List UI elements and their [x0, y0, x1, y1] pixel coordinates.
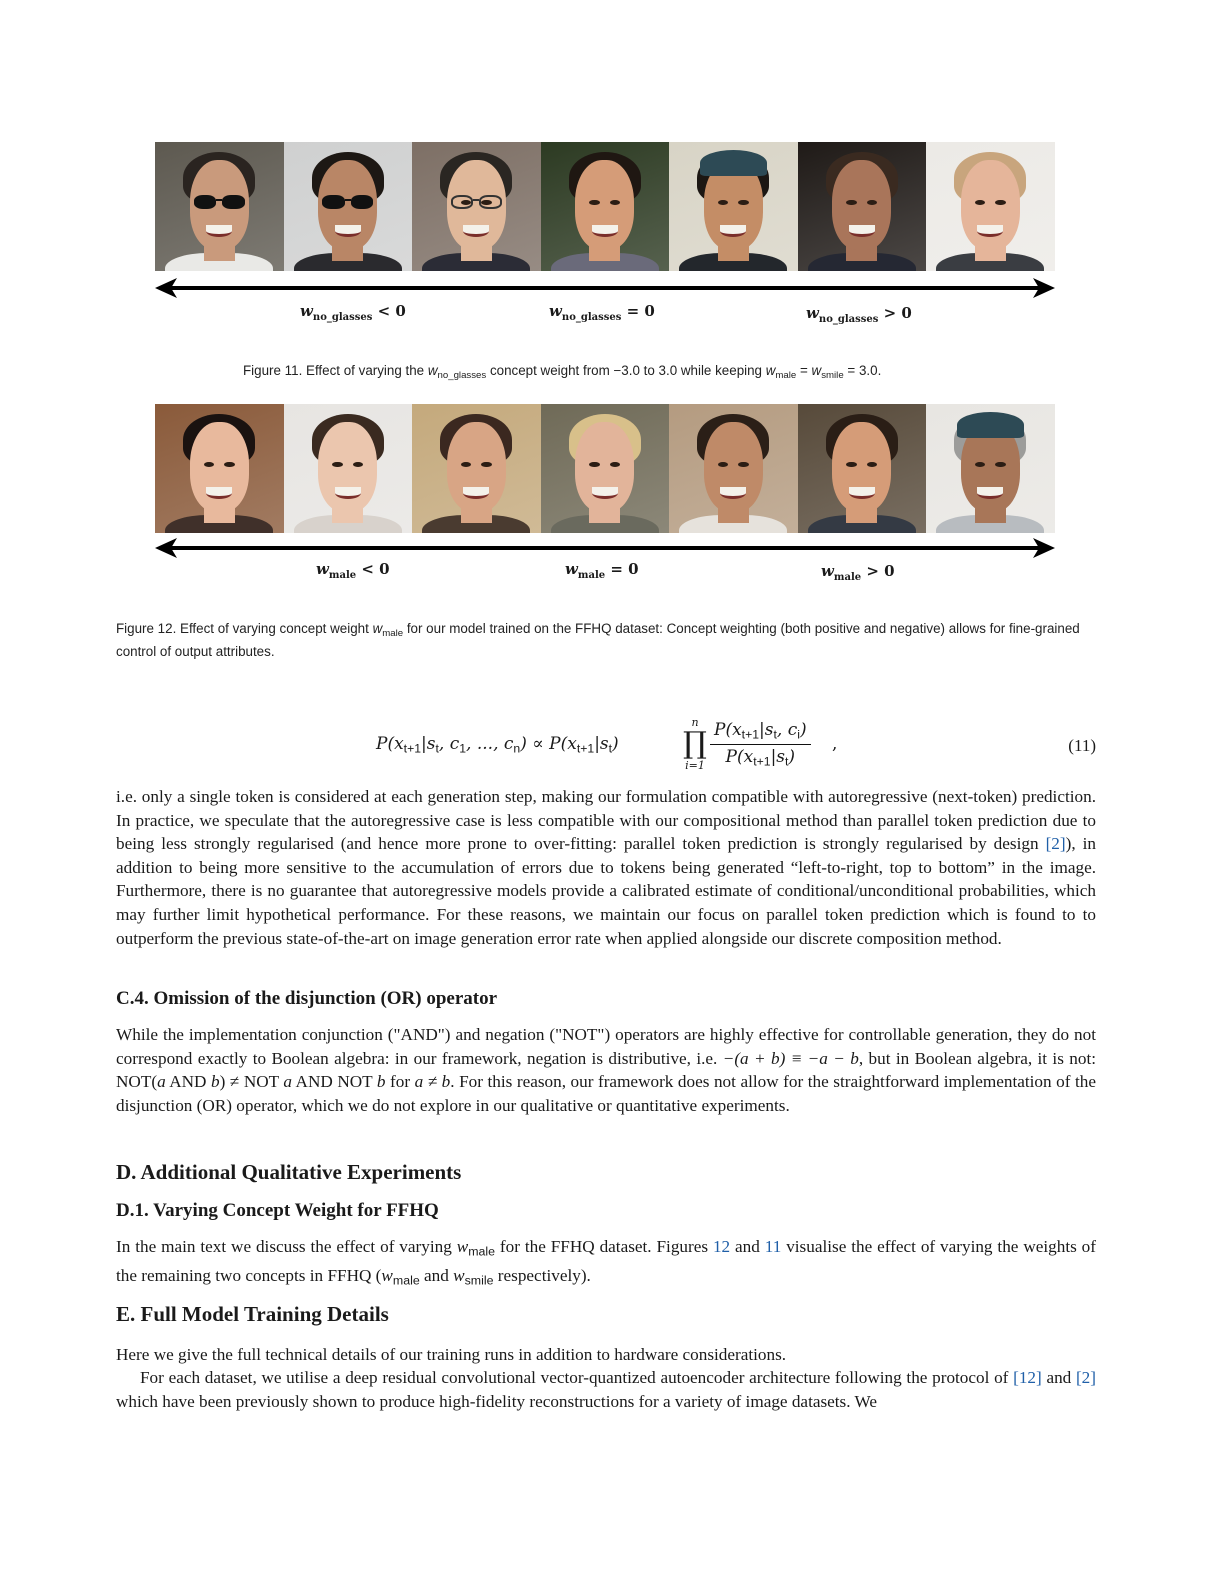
figure-11-label-zero: $w_{no\_glasses} = 0$	[549, 302, 655, 323]
citation-link[interactable]: [2]	[1075, 1368, 1096, 1387]
citation-link[interactable]: [2]	[1045, 834, 1066, 854]
portrait-image	[284, 142, 413, 271]
portrait-image	[669, 404, 798, 533]
equation-number: (11)	[1068, 736, 1096, 755]
paragraph-c4: While the implementation conjunction ("AND") and negation ("NOT") operators are highly effective for controllable generation, they do not correspond exactly to Boolean algebra: in our framework, negation is distributive, i.e. −(a + b) ≡ −a − b, but in Boolean algebra, it is not: NOT(a AND b) ≠ NOT a AND NOT b for a ≠ b. For this reason, our framework does not allow for the straightforward implementation of the disjunction (OR) operator, which we do not explore in our qualitative or quantitative experiments.	[116, 1025, 1097, 1115]
portrait-image	[926, 142, 1055, 271]
figure-11-label-negative: $w_{no\_glasses} < 0$	[300, 302, 406, 323]
portrait-image	[412, 404, 541, 533]
equation-product: n ∏ i=1	[683, 716, 707, 772]
portrait-image	[155, 142, 284, 271]
citation-link[interactable]: [12]	[1013, 1368, 1042, 1387]
figure-11-image-strip	[155, 142, 1055, 271]
paragraph-e-architecture: For each dataset, we utilise a deep residual convolutional vector-quantized autoencoder architecture following the protocol of [12] and [2] which have been previously shown to produce high-fidelity reconstructions for a variety of image datasets. We	[116, 1368, 1096, 1411]
section-heading-d: D. Additional Qualitative Experiments	[116, 1160, 462, 1184]
section-heading-e: E. Full Model Training Details	[116, 1302, 389, 1326]
figure-11-double-arrow	[155, 278, 1055, 298]
figure-12-label-positive: $w_{male} > 0$	[821, 562, 895, 583]
equation-lhs: $P(x_{t+1}|s_t$, $c_1$, ..., $c_n) \propto P(x_{t+1}|s_t)$	[376, 734, 619, 756]
equation-fraction	[710, 720, 811, 768]
equation-comma: ,	[832, 734, 838, 754]
portrait-image	[412, 142, 541, 271]
portrait-image	[798, 142, 927, 271]
figure-12-link[interactable]: 12	[712, 1237, 731, 1256]
portrait-image	[541, 404, 670, 533]
paragraph-autoregressive: i.e. only a single token is considered at each generation step, making our formulation compatible with autoregressive (next-token) prediction. In practice, we speculate that the autoregressive case is less compatible with our compositional method than parallel token prediction due to being less strongly regularised (and hence more prone to over-fitting: parallel token prediction is strongly regularised by design [2]), in addition to being more sensitive to the accumulation of errors due to tokens being generated “left-to-right, top to bottom” in the image. Furthermore, there is no guarantee that autoregressive models provide a calibrated estimate of conditional/unconditional probabilities, which may further limit hypothetical performance. For these reasons, we maintain our focus on parallel token prediction which is found to to outperform the previous state-of-the-art on image generation error rate when applied alongside our discrete composition method.	[116, 787, 1097, 948]
figure-12-double-arrow	[155, 538, 1055, 558]
portrait-image	[155, 404, 284, 533]
equation-denominator: $P(x_{t+1}|s_t)$	[710, 744, 811, 769]
equation-11	[376, 716, 1096, 778]
paragraph-e-intro: Here we give the full technical details of our training runs in addition to hardware considerations.	[116, 1345, 787, 1364]
portrait-image	[926, 404, 1055, 533]
figure-12-image-strip	[155, 404, 1055, 533]
figure-12-caption: Figure 12. Effect of varying concept weight $w_{male}$ for our model trained on the FFHQ dataset: Concept weighting (both positive and negative) allows for fine-grained control of output attributes.	[116, 621, 1080, 659]
figure-11-link[interactable]: 11	[764, 1237, 782, 1256]
section-heading-d1: D.1. Varying Concept Weight for FFHQ	[116, 1200, 439, 1221]
section-heading-c4: C.4. Omission of the disjunction (OR) operator	[116, 988, 498, 1009]
portrait-image	[798, 404, 927, 533]
figure-12-label-negative: $w_{male} < 0$	[316, 560, 390, 581]
figure-11-label-positive: $w_{no\_glasses} > 0$	[806, 304, 912, 325]
equation-numerator: $P(x_{t+1}|s_t$, $c_i$)	[714, 720, 807, 742]
portrait-image	[541, 142, 670, 271]
portrait-image	[669, 142, 798, 271]
figure-12-label-zero: $w_{male} = 0$	[565, 560, 639, 581]
figure-11-caption: Figure 11. Effect of varying the $w_{no\_glasses}$ concept weight from −3.0 to 3.0 while keeping $w_{male} = w_{smile} = 3.0$.	[243, 363, 882, 381]
portrait-image	[284, 404, 413, 533]
paragraph-d1: In the main text we discuss the effect of varying $w_{male}$ for the FFHQ dataset. Figures 12 and 11 visualise the effect of varying the weights of the remaining two concepts in FFHQ ($w_{male}$ and $w_{smile}$ respectively).	[116, 1237, 1096, 1288]
